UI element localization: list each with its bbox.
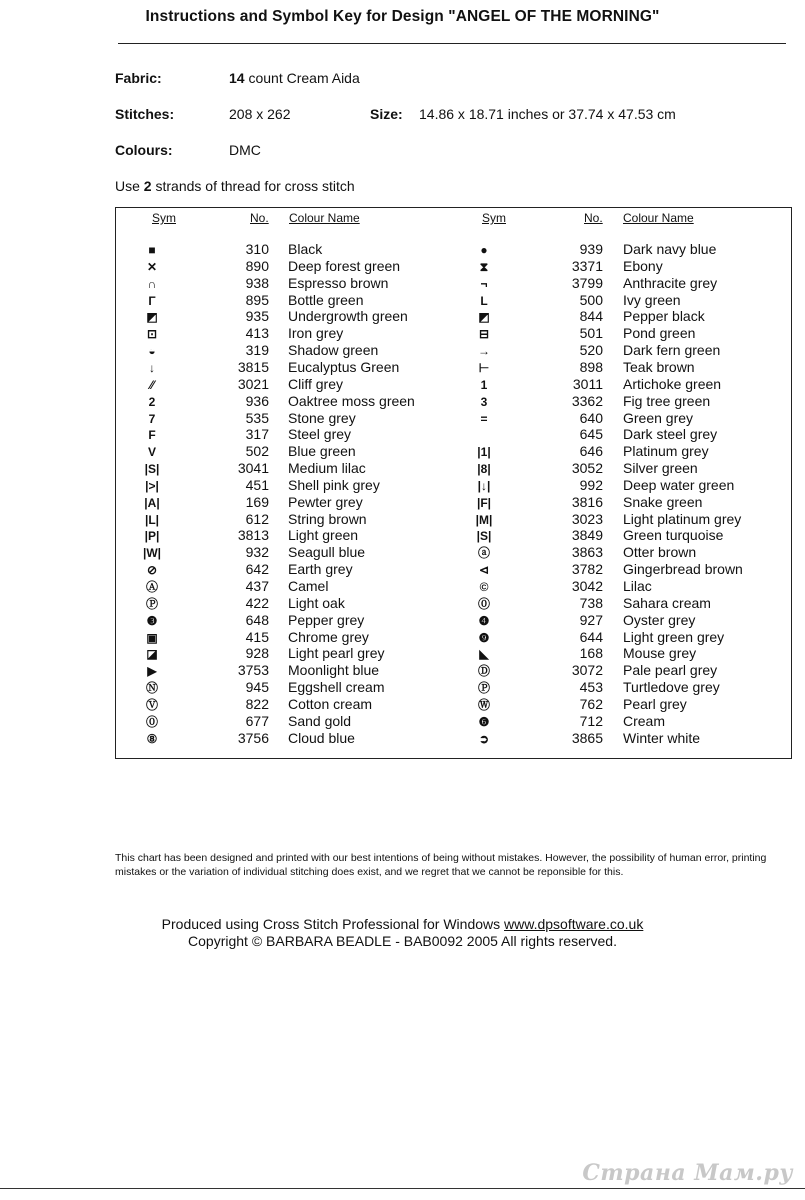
key-number-right: 453	[579, 679, 603, 696]
key-symbol-right	[473, 292, 495, 310]
header-sym-right: Sym	[482, 211, 506, 225]
key-number-right: 3023	[571, 510, 603, 527]
symbol-glyph: ◣	[479, 647, 489, 662]
key-number-right: 3849	[571, 527, 603, 544]
key-symbol-right	[473, 544, 495, 562]
key-symbol-left	[141, 662, 163, 680]
key-number-left: 3021	[237, 375, 269, 392]
symbol-glyph: Ⓐ	[145, 580, 158, 594]
key-colour-name-right: Light platinum grey	[623, 510, 742, 527]
symbol-glyph: |F|	[476, 495, 492, 510]
key-number-left: 169	[245, 493, 269, 510]
key-number-right: 3863	[571, 544, 603, 561]
symbol-glyph: ✕	[146, 259, 158, 274]
stitches-value: 208 x 262	[229, 106, 291, 122]
key-colour-name-left: Seagull blue	[288, 544, 366, 561]
key-colour-name-right: Dark fern green	[623, 342, 721, 359]
symbol-glyph: ⊟	[478, 327, 490, 342]
key-number-right: 3816	[571, 493, 603, 510]
key-colour-name-right: Fig tree green	[623, 392, 711, 409]
key-colour-name-left: Steel grey	[288, 426, 352, 443]
key-number-right: 927	[579, 611, 603, 628]
symbol-glyph: Ⓦ	[477, 697, 490, 712]
key-symbol-right	[473, 477, 495, 495]
key-symbol-right	[473, 629, 495, 647]
key-colour-name-left: Eucalyptus Green	[288, 358, 400, 375]
symbol-glyph: ●	[480, 243, 488, 257]
key-number-left: 936	[245, 392, 269, 409]
key-colour-name-right: Anthracite grey	[623, 274, 718, 291]
symbol-glyph: Ⓥ	[145, 697, 158, 712]
key-colour-name-left: Sand gold	[288, 712, 352, 729]
symbol-glyph: |↓|	[477, 478, 491, 493]
symbol-glyph: ⓪	[477, 596, 490, 611]
symbol-glyph: ◪	[146, 647, 158, 662]
symbol-glyph: ¬	[480, 276, 488, 291]
key-colour-name-left: Medium lilac	[288, 460, 366, 477]
key-colour-name-left: Pepper grey	[288, 611, 365, 628]
key-number-left: 415	[245, 628, 269, 645]
key-colour-name-right: Snake green	[623, 493, 703, 510]
key-colour-name-left: Eggshell cream	[288, 679, 385, 696]
strands-instruction	[115, 178, 355, 194]
key-symbol-right	[473, 696, 495, 714]
key-number-right: 646	[579, 443, 603, 460]
key-colour-name-right: Cream	[623, 712, 666, 729]
key-number-right: 762	[579, 695, 603, 712]
key-symbol-left	[141, 730, 163, 748]
key-colour-name-right: Ebony	[623, 257, 663, 274]
key-number-right: 645	[579, 426, 603, 443]
page-title: Instructions and Symbol Key for Design "ANGEL OF THE MORNING"	[145, 8, 660, 25]
key-colour-name-left: String brown	[288, 510, 367, 527]
symbol-glyph: ❸	[146, 613, 158, 628]
colours-label: Colours:	[115, 142, 173, 158]
key-symbol-left	[141, 477, 163, 495]
key-symbol-left	[141, 629, 163, 647]
key-colour-name-left: Camel	[288, 578, 329, 594]
copyright-line: Copyright © BARBARA BEADLE - BAB0092 2005 All rights reserved.	[188, 933, 617, 949]
key-colour-name-left: Light oak	[288, 594, 345, 611]
symbol-glyph: |A|	[144, 495, 160, 510]
fabric-label: Fabric:	[115, 70, 162, 86]
key-colour-name-right: Dark navy blue	[623, 241, 717, 257]
colours-value: DMC	[229, 142, 261, 158]
key-symbol-right	[473, 443, 495, 461]
symbol-glyph: ◩	[478, 310, 490, 325]
title-divider	[118, 43, 786, 44]
key-number-right: 640	[579, 409, 603, 426]
symbol-glyph: ↓	[149, 360, 155, 375]
key-number-right: 3782	[571, 561, 603, 578]
key-number-left: 932	[245, 544, 269, 561]
symbol-glyph: Ⓓ	[477, 664, 490, 679]
key-colour-name-right: Green turquoise	[623, 527, 724, 544]
symbol-glyph: ⊢	[478, 360, 490, 375]
header-sym-left: Sym	[152, 211, 176, 225]
key-colour-name-left: Cloud blue	[288, 729, 355, 746]
symbol-glyph: Ⓟ	[145, 596, 158, 611]
key-number-right: 992	[579, 476, 603, 493]
key-number-right: 500	[579, 291, 603, 308]
symbol-glyph: Γ	[148, 293, 156, 308]
key-symbol-left	[141, 258, 163, 276]
key-symbol-right	[473, 527, 495, 545]
key-number-right: 844	[579, 308, 603, 325]
symbol-glyph: L	[480, 293, 488, 308]
key-colour-name-right: Lilac	[623, 578, 652, 594]
key-colour-name-right: Dark steel grey	[623, 426, 718, 443]
key-colour-name-right: Silver green	[623, 460, 698, 477]
disclaimer-text: This chart has been designed and printed with our best intentions of being without mistakes. However, the possibility of human error, printing mistakes or the variation of individual stitching does exist, and we regret that we cannot be reponsible for this.	[115, 852, 767, 878]
key-number-left: 3815	[237, 358, 269, 375]
key-symbol-left	[141, 325, 163, 343]
key-symbol-left	[141, 393, 163, 411]
key-colour-name-left: Chrome grey	[288, 628, 369, 645]
header-no-left: No.	[250, 211, 269, 225]
key-colour-name-right: Pond green	[623, 325, 696, 342]
key-number-right: 501	[579, 325, 603, 342]
key-number-left: 3753	[237, 662, 269, 679]
stitches-label: Stitches:	[115, 106, 175, 122]
key-colour-name-left: Shadow green	[288, 342, 379, 359]
key-number-right: 712	[579, 712, 603, 729]
symbol-glyph: ❾	[478, 630, 490, 645]
key-colour-name-right: Teak brown	[623, 358, 695, 375]
key-colour-name-right: Pearl grey	[623, 695, 687, 712]
key-number-left: 3813	[237, 527, 269, 544]
key-colour-name-right: Mouse grey	[623, 645, 697, 662]
key-colour-name-left: Earth grey	[288, 561, 353, 578]
key-colour-name-left: Undergrowth green	[288, 308, 408, 325]
key-symbol-right	[473, 325, 495, 343]
symbol-glyph: ◒	[148, 344, 156, 359]
key-colour-name-right: Light green grey	[623, 628, 725, 645]
dpsoftware-link[interactable]: www.dpsoftware.co.uk	[504, 916, 644, 932]
key-symbol-left	[141, 308, 163, 326]
key-colour-name-right: Platinum grey	[623, 443, 709, 460]
key-symbol-left	[141, 494, 163, 512]
key-colour-name-right: Winter white	[623, 729, 701, 746]
key-symbol-right	[473, 595, 495, 613]
symbol-glyph: ▣	[146, 630, 158, 645]
key-colour-name-left: Bottle green	[288, 291, 364, 308]
header-name-right: Colour Name	[623, 211, 694, 225]
symbol-glyph: |8|	[477, 462, 491, 477]
key-number-right: 3011	[572, 375, 603, 392]
key-colour-name-left: Moonlight blue	[288, 662, 380, 679]
key-colour-name-left: Cotton cream	[288, 695, 373, 712]
key-symbol-right	[473, 275, 495, 293]
key-colour-name-right: Ivy green	[623, 291, 681, 308]
symbol-glyph: ❻	[478, 714, 490, 729]
key-colour-name-left: Iron grey	[288, 325, 344, 342]
key-symbol-right	[473, 494, 495, 512]
key-symbol-left	[141, 342, 163, 360]
key-number-left: 890	[245, 257, 269, 274]
key-number-left: 319	[245, 342, 269, 359]
key-number-right: 3072	[571, 662, 603, 679]
key-colour-name-left: Stone grey	[288, 409, 356, 426]
key-colour-name-left: Black	[288, 241, 323, 257]
strands-count: 2	[143, 178, 152, 194]
symbol-glyph: |S|	[144, 462, 160, 477]
key-symbol-right	[473, 308, 495, 326]
key-symbol-right	[473, 578, 495, 596]
key-number-right: 898	[579, 358, 603, 375]
key-colour-name-right: Artichoke green	[623, 375, 722, 392]
key-number-left: 451	[245, 476, 269, 493]
key-symbol-right	[473, 342, 495, 360]
key-symbol-left	[141, 696, 163, 714]
symbol-glyph: ⓪	[145, 714, 158, 729]
symbol-glyph: ⊡	[146, 327, 158, 342]
key-symbol-right	[473, 460, 495, 478]
key-symbol-right	[473, 612, 495, 630]
produced-text: Produced using Cross Stitch Professional for Windows	[161, 916, 505, 932]
key-colour-name-right: Otter brown	[623, 544, 697, 561]
key-symbol-left	[141, 426, 163, 444]
key-symbol-right	[473, 359, 495, 377]
key-colour-name-right: Deep water green	[623, 476, 735, 493]
key-symbol-right	[473, 258, 495, 276]
symbol-glyph: |M|	[475, 512, 493, 527]
header-no-right: No.	[584, 211, 603, 225]
fabric-text: count Cream Aida	[244, 70, 360, 86]
symbol-glyph: ⁄⁄	[149, 377, 154, 392]
symbol-key-table	[115, 207, 792, 759]
key-symbol-left	[141, 645, 163, 663]
key-colour-name-right: Sahara cream	[623, 594, 711, 611]
key-colour-name-right: Pepper black	[623, 308, 705, 325]
key-symbol-right	[473, 426, 495, 443]
key-symbol-left	[141, 561, 163, 579]
symbol-glyph: V	[147, 445, 156, 460]
fabric-value	[229, 70, 360, 86]
symbol-glyph: |S|	[476, 529, 492, 544]
key-number-left: 642	[245, 561, 269, 578]
key-number-right: 3042	[571, 578, 603, 594]
key-colour-name-left: Oaktree moss green	[288, 392, 415, 409]
key-colour-name-left: Shell pink grey	[288, 476, 380, 493]
key-colour-name-right: Pale pearl grey	[623, 662, 718, 679]
key-number-left: 895	[245, 291, 269, 308]
key-symbol-left	[141, 241, 163, 259]
key-number-right: 3362	[571, 392, 603, 409]
symbol-glyph: 7	[148, 411, 156, 426]
key-colour-name-left: Pewter grey	[288, 493, 363, 510]
symbol-glyph: ▶	[147, 664, 157, 679]
size-value: 14.86 x 18.71 inches or 37.74 x 47.53 cm	[419, 106, 676, 122]
key-symbol-right	[473, 561, 495, 579]
key-colour-name-left: Cliff grey	[288, 375, 343, 392]
symbol-glyph: ∩	[147, 276, 157, 291]
symbol-glyph: ⑧	[146, 731, 158, 746]
symbol-glyph: ⓐ	[477, 546, 490, 561]
key-symbol-left	[141, 595, 163, 613]
key-number-right: 3799	[571, 274, 603, 291]
key-number-left: 612	[245, 510, 269, 527]
key-symbol-left	[141, 544, 163, 562]
symbol-glyph: ⊘	[146, 563, 158, 578]
symbol-glyph: |W|	[142, 546, 162, 561]
key-number-left: 310	[245, 241, 269, 257]
symbol-glyph: |1|	[477, 445, 491, 460]
key-symbol-left	[141, 443, 163, 461]
key-number-right: 520	[579, 342, 603, 359]
key-colour-name-right: Turtledove grey	[623, 679, 720, 696]
symbol-glyph: ◩	[146, 310, 158, 325]
produced-line	[0, 916, 805, 933]
key-colour-name-left: Espresso brown	[288, 274, 389, 291]
key-colour-name-left: Blue green	[288, 443, 356, 460]
key-symbol-left	[141, 679, 163, 697]
symbol-glyph: |L|	[144, 512, 160, 527]
key-symbol-right	[473, 662, 495, 680]
key-number-left: 535	[245, 409, 269, 426]
symbol-glyph: ➲	[478, 731, 490, 746]
key-number-right: 939	[579, 241, 603, 257]
key-symbol-left	[141, 275, 163, 293]
key-number-left: 3756	[237, 729, 269, 746]
symbol-glyph: ©	[479, 580, 489, 594]
key-number-right: 3371	[571, 257, 603, 274]
key-symbol-left	[141, 612, 163, 630]
key-number-left: 437	[245, 578, 269, 594]
key-number-left: 935	[245, 308, 269, 325]
symbol-glyph: |>|	[145, 478, 159, 493]
symbol-glyph: =	[480, 411, 488, 426]
key-symbol-left	[141, 460, 163, 478]
symbol-glyph: ■	[148, 243, 156, 257]
symbol-glyph: ⧗	[479, 259, 489, 274]
key-symbol-left	[141, 713, 163, 731]
key-number-left: 822	[245, 695, 269, 712]
key-symbol-right	[473, 393, 495, 411]
symbol-glyph: 2	[148, 394, 156, 409]
key-symbol-right	[473, 679, 495, 697]
produced-by	[0, 916, 805, 950]
key-number-left: 945	[245, 679, 269, 696]
site-watermark: Страна Мам.ру	[582, 1160, 793, 1186]
key-symbol-right	[473, 730, 495, 748]
key-colour-name-right: Oyster grey	[623, 611, 696, 628]
symbol-glyph: Ⓝ	[145, 681, 158, 696]
key-number-left: 648	[245, 611, 269, 628]
key-symbol-right	[473, 241, 495, 259]
key-colour-name-right: Green grey	[623, 409, 694, 426]
key-number-left: 928	[245, 645, 269, 662]
fabric-count: 14	[229, 70, 245, 86]
key-number-left: 938	[245, 274, 269, 291]
key-colour-name-left: Light pearl grey	[288, 645, 385, 662]
key-symbol-right	[473, 511, 495, 529]
key-colour-name-left: Light green	[288, 527, 359, 544]
key-symbol-right	[473, 410, 495, 428]
symbol-glyph: 1	[480, 377, 488, 392]
key-number-left: 502	[245, 443, 269, 460]
bottom-edge-line	[0, 1188, 805, 1189]
symbol-glyph: →	[478, 344, 490, 359]
key-number-right: 738	[579, 594, 603, 611]
key-number-right: 168	[579, 645, 603, 662]
key-number-left: 413	[245, 325, 269, 342]
key-number-right: 3052	[571, 460, 603, 477]
key-number-left: 3041	[237, 460, 269, 477]
symbol-glyph: ❹	[478, 613, 490, 628]
key-symbol-left	[141, 578, 163, 596]
key-symbol-left	[141, 376, 163, 394]
key-symbol-right	[473, 713, 495, 731]
key-colour-name-right: Gingerbread brown	[623, 561, 743, 578]
strands-pre: Use	[115, 178, 144, 194]
key-symbol-left	[141, 292, 163, 310]
symbol-glyph: 3	[480, 394, 488, 409]
key-symbol-left	[141, 359, 163, 377]
key-number-left: 677	[245, 712, 269, 729]
size-label: Size:	[370, 106, 403, 122]
key-number-right: 3865	[571, 729, 603, 746]
key-colour-name-left: Deep forest green	[288, 257, 401, 274]
key-symbol-left	[141, 527, 163, 545]
key-symbol-right	[473, 376, 495, 394]
symbol-glyph: F	[148, 428, 156, 443]
symbol-glyph: ⊲	[478, 563, 490, 578]
key-symbol-left	[141, 410, 163, 428]
key-number-left: 422	[245, 594, 269, 611]
symbol-glyph: |P|	[144, 529, 160, 544]
key-number-left: 317	[245, 426, 269, 443]
strands-post: strands of thread for cross stitch	[151, 178, 355, 194]
header-name-left: Colour Name	[289, 211, 360, 225]
key-symbol-right	[473, 645, 495, 663]
key-symbol-left	[141, 511, 163, 529]
key-number-right: 644	[579, 628, 603, 645]
symbol-glyph: Ⓟ	[477, 681, 490, 696]
